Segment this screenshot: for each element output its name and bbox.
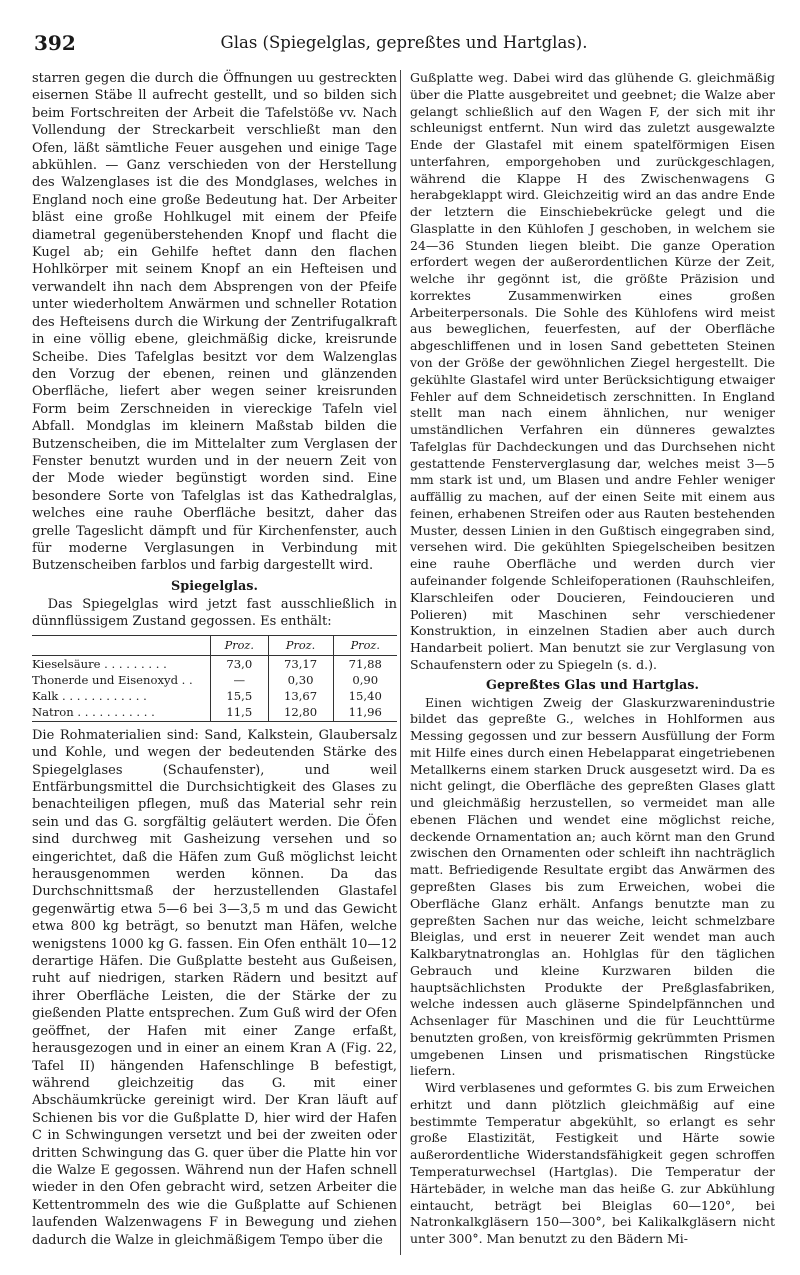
table-cell: 0,90 [333,672,397,688]
table-cell: 12,80 [268,704,333,721]
page-number: 392 [34,31,76,55]
paragraph-walzenglas-mondglas: starren gegen die durch die Öffnungen uu gestreckten eisernen Stäbe ll aufrecht gestellt, und so bilden sich beim Fortschreiten der Arbeit die Tafelstöße vv. Nach Vollendung der Streckarbeit verschließt man den Ofen, läßt sämtliche Feuer ausgehen und einige Tage abkühlen. — Ganz verschieden von der Herstellung des Walzenglases ist die des Mondglases, welches in England noch eine große Bedeutung hat. Der Arbeiter bläst eine große Hohlkugel mit einem der Pfeife diametral gegenüberstehenden Knopf und flacht die Kugel ab; ein Gehilfe heftet dann den flachen Hohlkörper mit seinem Knopf an ein Hefteisen und verwandelt ihn nach dem Absprengen von der Pfeife unter wiederholtem Anwärmen und schneller Rotation des Hefteisens durch die Wirkung der Zentrifugalkraft in eine völlig ebene, gleichmäßig dicke, kreisrunde Scheibe. Dies Tafelglas besitzt vor dem Walzenglas den Vorzug der ebenen, reinen und glänzenden Oberfläche, liefert aber wegen seiner kreisrunden Form beim Zerschneiden in viereckige Tafeln viel Abfall. Mondglas im kleinern Maßstab bilden die Butzenscheiben, die im Mittelalter zum Verglasen der Fenster benutzt wurden und in der neuern Zeit von der Mode wieder begünstigt worden sind. Eine besondere Sorte von Tafelglas ist das Kathedralglas, welches eine rauhe Oberfläche besitzt, daher das grelle Tageslicht dämpft und für Kirchenfenster, auch für moderne Verglasungen in Verbindung mit Butzenscheiben farblos und farbig dargestellt wird. [32,71,397,574]
table-cell: 11,5 [211,704,269,721]
paragraph-rohmaterialien: Die Rohmaterialien sind: Sand, Kalkstein, Glaubersalz und Kohle, und wegen der bedeutenden Stärke des Spiegelglases (Schaufenster), und weil Entfärbungsmittel die Durchsichtigkeit des Glases zu benachteiligen pflegen, muß das Material sehr rein sein und das G. sorgfältig geläutert werden. Die Öfen sind durchweg mit Gasheizung versehen und so eingerichtet, daß die Häfen zum Guß möglichst leicht herausgenommen werden können. Da das Durchschnittsmaß der herzustellenden Glastafel gegenwärtig etwa 5—6 bei 3—3,5 m und das Gewicht etwa 800 kg beträgt, so benutzt man Häfen, welche wenigstens 1000 kg G. fassen. Ein Ofen enthält 10—12 derartige Häfen. Die Gußplatte besteht aus Gußeisen, ruht auf niedrigen, starken Rädern und besitzt auf ihrer Oberfläche Leisten, die der Stärke der zu gießenden Platte entsprechen. Zum Guß wird der Ofen geöffnet, der Hafen mit einer Zange erfaßt, herausgezogen und in einer an einem Kran A (Fig. 22, Tafel II) hängenden Hafenschlinge B befestigt, während gleichzeitig das G. mit einer Abschäumkrücke gereinigt wird. Der Kran läuft auf Schienen bis vor die Gußplatte D, hier wird der Hafen C in Schwingungen versetzt und bei der zweiten oder dritten Schwingung das G. quer über die Platte hin vor die Walze E gegossen. Während nun der Hafen schnell wieder in den Ofen gebracht wird, setzen Arbeiter die Kettentrommeln des wie die Gußplatte auf Schienen laufenden Walzenwagens F in Bewegung und ziehen dadurch die Walze in gleichmäßigem Tempo über die [32,727,397,1248]
table-header-blank [32,635,211,655]
row-label: Kieselsäure . . . . . . . . . [32,656,167,671]
row-label: Kalk . . . . . . . . . . . . [32,689,147,704]
table-cell: 73,0 [211,655,269,672]
table-header-cell: Proz. [268,635,333,655]
table-row [32,655,397,672]
table-cell: 15,5 [211,688,269,704]
right-column [410,70,775,1248]
table-row [32,672,397,688]
table-cell: 73,17 [268,655,333,672]
table-header-cell: Proz. [211,635,269,655]
table-cell: 15,40 [333,688,397,704]
table-cell: 71,88 [333,655,397,672]
composition-table [32,635,397,722]
table-cell: — [211,672,269,688]
table-cell: 0,30 [268,672,333,688]
running-title: Glas (Spiegelglas, gepreßtes und Hartglas). [220,33,588,52]
table-cell: 11,96 [333,704,397,721]
row-label: Natron . . . . . . . . . . . [32,704,211,721]
table-row [32,688,397,704]
paragraph-spiegelglas-intro: Das Spiegelglas wird jetzt fast ausschließlich in dünnflüssigem Zustand gegossen. Es enthält: [32,596,397,630]
left-column [32,70,397,1249]
row-label: Thonerde und Eisenoxyd . . [32,672,193,687]
running-header [34,31,774,59]
column-divider [400,70,401,1255]
table-header-cell: Proz. [333,635,397,655]
paragraph-gussplatte: Gußplatte weg. Dabei wird das glühende G. gleichmäßig über die Platte ausgebreitet und geebnet; die Walze aber gelangt schließlich auf den Wagen F, der sich mit ihr schleunigst entfernt. Nun wird das zuletzt ausgewalzte Ende der Glastafel mit einem spatelförmigen Eisen unterfahren, emporgehoben und zurückgeschlagen, während die Klappe H des Zwischenwagens G herabgeklappt wird. Gleichzeitig wird an das andre Ende der letztern die Einschiebekrücke gelegt und die Glasplatte in den Kühlofen J geschoben, in welchem sie 24—36 Stunden liegen bleibt. Die ganze Operation erfordert wegen der außerordentlichen Kürze der Zeit, welche ihr gegönnt ist, die größte Präzision und korrektes Zusammenwirken eines großen Arbeiterpersonals. Die Sohle des Kühlofens wird meist aus beweglichen, feuerfesten, auf der Oberfläche abgeschliffenen und in losen Sand gebetteten Steinen von der Größe der gewöhnlichen Ziegel hergestellt. Die gekühlte Glastafel wird unter Berücksichtigung etwaiger Fehler auf dem Schneidetisch zerschnitten. In England stellt man nach einem ähnlichen, nur weniger umständlichen Verfahren ein dünneres gewalztes Tafelglas für Dachdeckungen und das Durchsehen nicht gestattende Fensterverglasung dar, welches meist 3—5 mm stark ist und, um Blasen und andre Fehler weniger auffällig zu machen, auf der einen Seite mit einem aus feinen, erhabenen Streifen oder aus Rauten bestehenden Muster, dessen Linien in den Gußtisch eingegraben sind, versehen wird. Die gekühlten Spiegelscheiben besitzen eine rauhe Oberfläche und werden durch vier aufeinander folgende Schleifoperationen (Rauhschleifen, Klarschleifen oder Doucieren, Feindoucieren und Polieren) mit Maschinen sehr verschiedener Konstruktion, in einzelnen Stadien aber auch durch Handarbeit poliert. Man benutzt sie zur Verglasung von Schaufenstern oder zu Spiegeln (s. d.). [410,70,775,672]
paragraph-hartglas: Wird verblasenes und geformtes G. bis zum Erweichen erhitzt und dann plötzlich gleichmäßig auf eine bestimmte Temperatur abgekühlt, so erlangt es sehr große Elastizität, Festigkeit und Härte sowie außerordentliche Widerstandsfähigkeit gegen schroffen Temperaturwechsel (Hartglas). Die Temperatur der Härtebäder, in welche man das heiße G. zur Abkühlung eintaucht, beträgt bei Bleiglas 60—120°, bei Natronkalkgläsern 150—300°, bei Kalikalkgläsern nicht unter 300°. Man benutzt zu den Bädern Mi- [410,1080,775,1247]
paragraph-gepresstes-glas: Einen wichtigen Zweig der Glaskurzwarenindustrie bildet das gepreßte G., welches in Hohlformen aus Messing gegossen und zur bessern Ausfüllung der Form mit Hilfe eines durch einen Hebelapparat eingetriebenen Metallkerns einem starken Druck ausgesetzt wird. Da es nicht gelingt, die Oberfläche des gepreßten Glases glatt und gleichmäßig herzustellen, so vermeidet man alle ebenen Flächen und wendet eine möglichst reiche, deckende Ornamentation an; auch körnt man den Grund zwischen den Ornamenten oder schleift ihn nachträglich matt. Befriedigende Resultate ergibt das Anwärmen des gepreßten Glases bis zum Erweichen, wobei die Oberfläche Glanz erhält. Anfangs benutzte man zu gepreßten Sachen nur das weiche, leicht schmelzbare Bleiglas, und erst in neuerer Zeit wendet man auch Kalkbarytnatronglas an. Hohlglas für den täglichen Gebrauch und kleine Kurzwaren bilden die hauptsächlichsten Produkte der Preßglasfabriken, welche indessen auch gläserne Spindelpfännchen und Achsenlager für Maschinen und die für Leuchttürme benutzten großen, von kreisförmig gekrümmten Prismen umgebenen Linsen und prismatischen Ringstücke liefern. [410,694,775,1079]
section-heading-spiegelglas: Spiegelglas. [171,578,258,594]
table-header-row [32,635,397,655]
table-row [32,704,397,721]
table-cell: 13,67 [268,688,333,704]
section-heading-gepresstes-glas: Gepreßtes Glas und Hartglas. [486,677,699,693]
